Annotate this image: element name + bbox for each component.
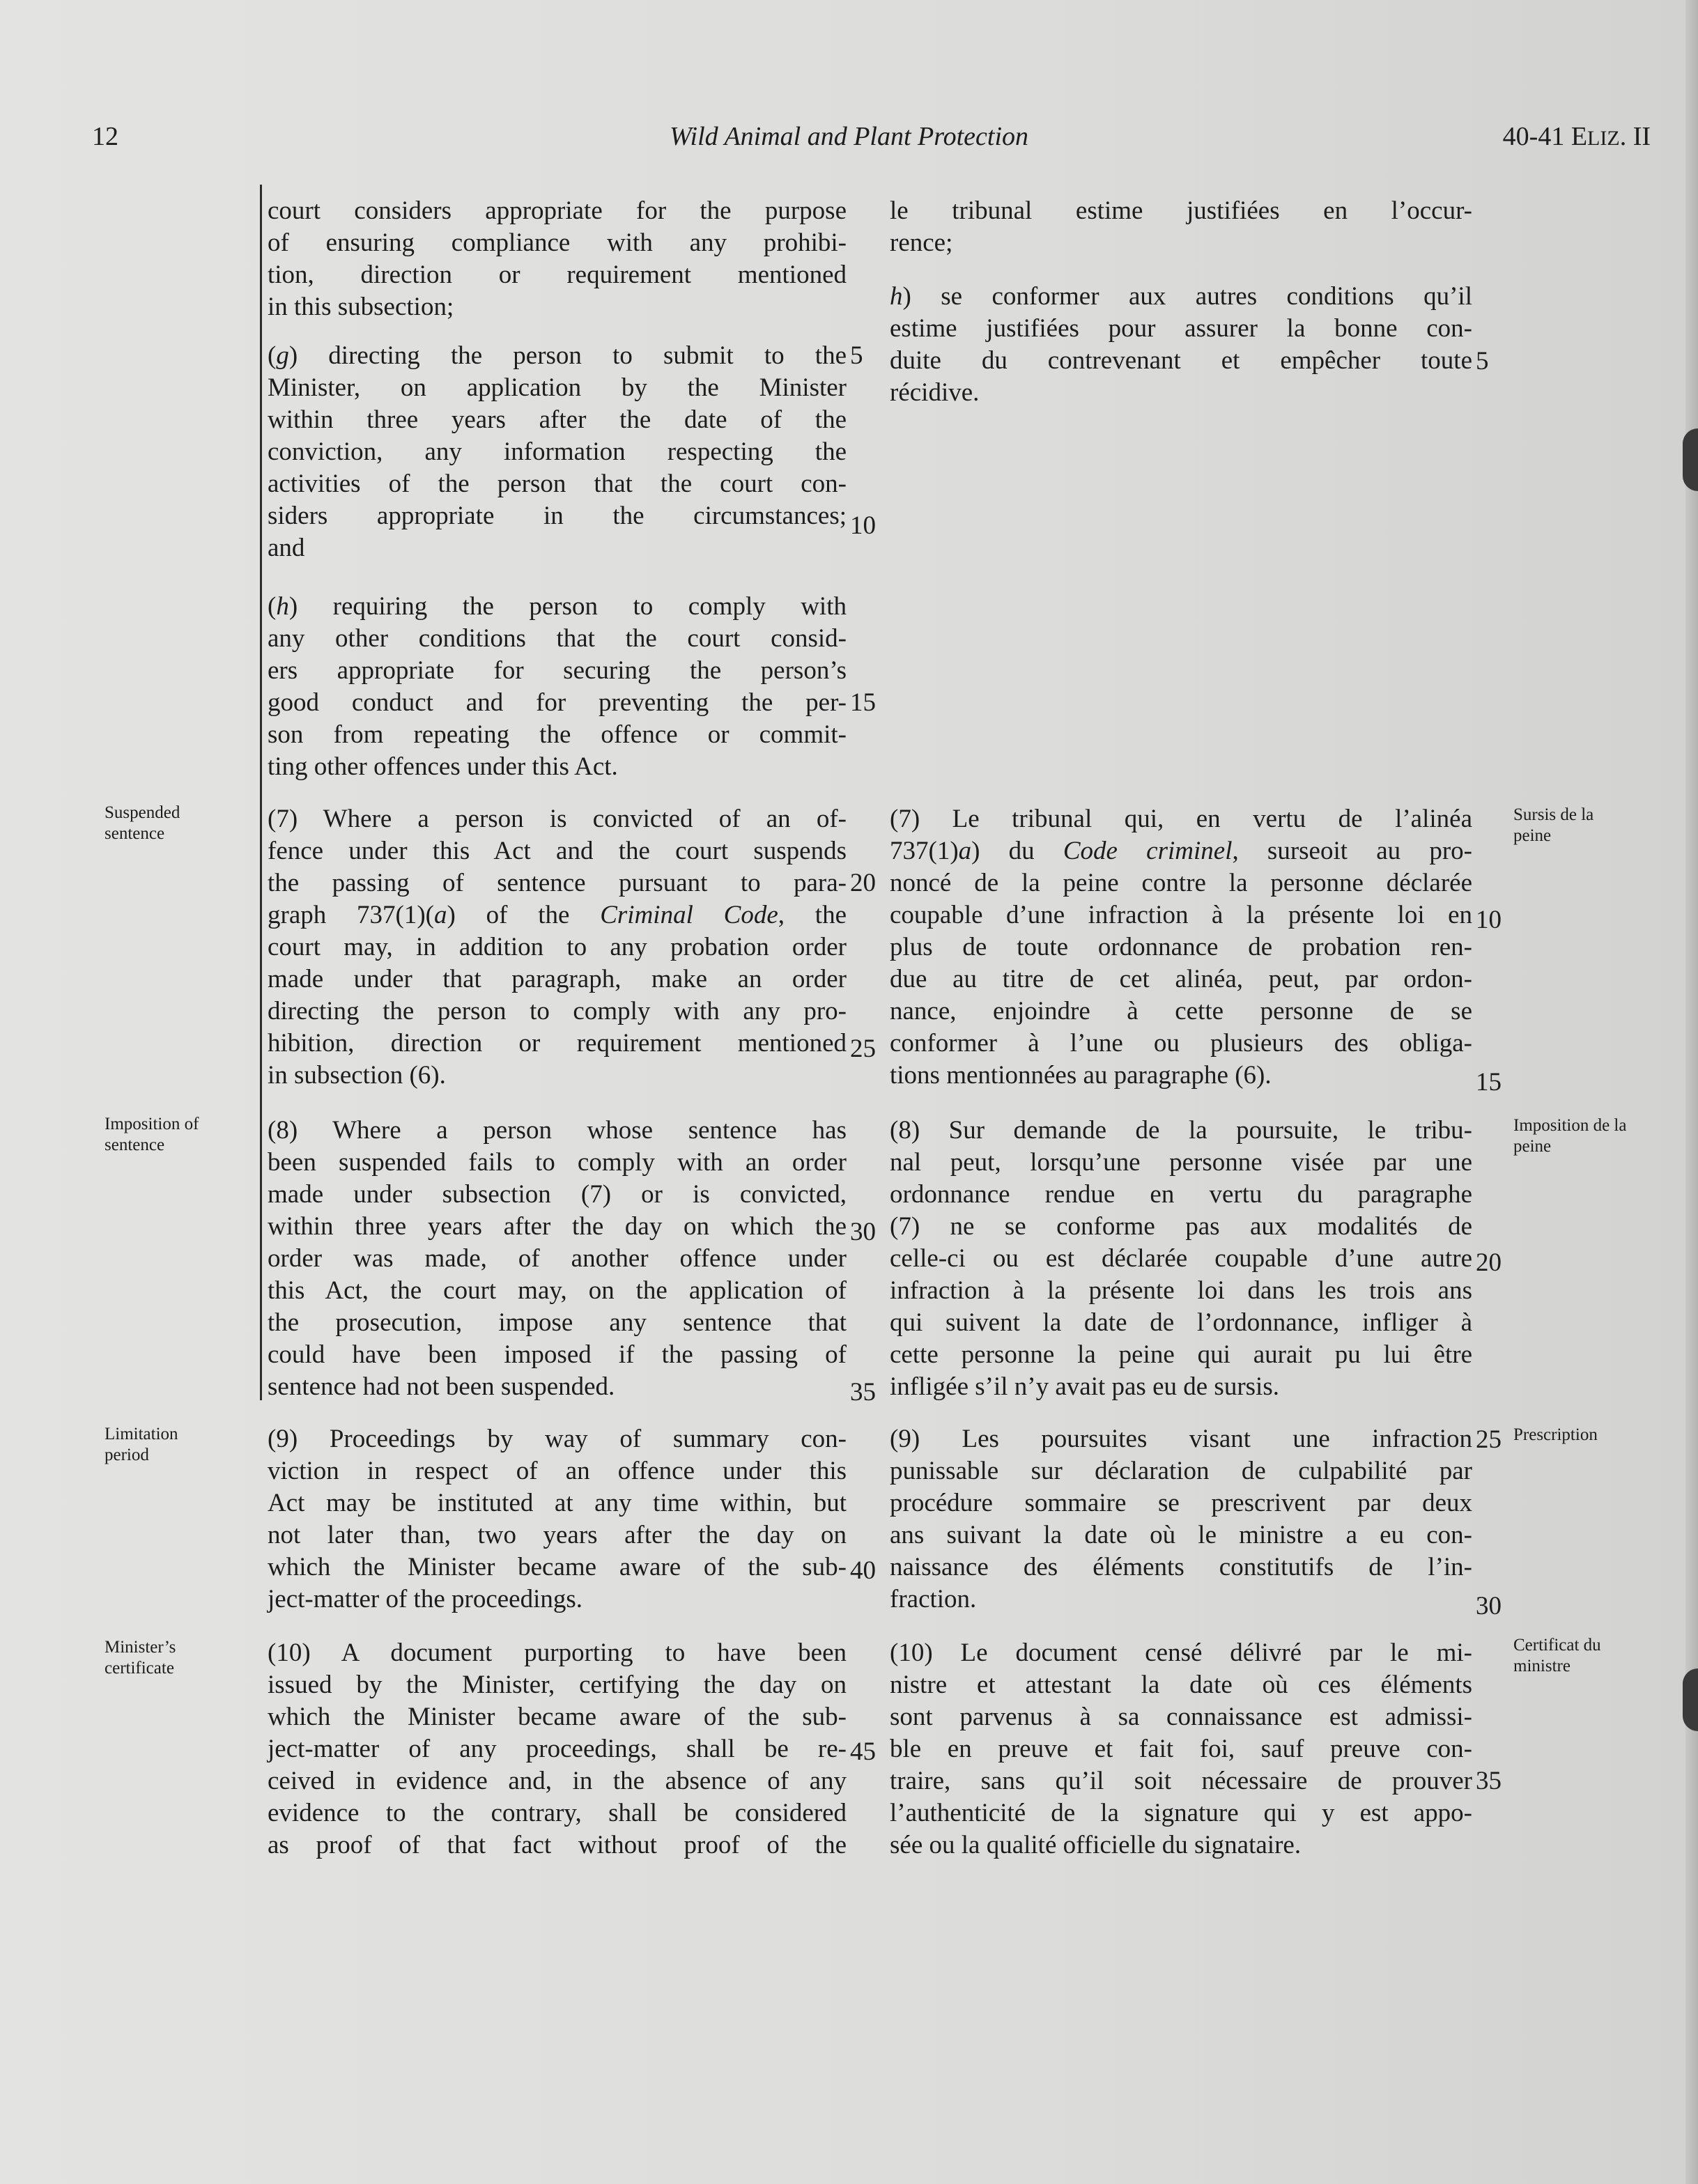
text-line: in subsection (6). [268,1061,446,1090]
line-number-en: 10 [850,511,876,540]
text-line: and [268,534,305,562]
text-line: (10) Le document censé délivré par le mi- [890,1639,1472,1667]
text-line: (h) requiring the person to comply with [268,592,847,621]
text-line: qui suivent la date de l’ordonnance, infliger à [890,1308,1472,1337]
italic-run: a [958,837,972,865]
binder-ring-bottom [1683,1668,1698,1731]
note-line: Imposition de la [1513,1116,1627,1135]
binder-ring-top [1683,428,1698,491]
note-line: certificate [105,1659,174,1678]
text-line: siders appropriate in the circumstances; [268,502,847,530]
text-line: this Act, the court may, on the application of [268,1276,847,1305]
fr-paragraph-g-continued [890,195,1472,259]
text-line: estime justifiées pour assurer la bonne con- [890,314,1472,343]
margin-note-limitation-period [105,1424,244,1466]
text-line: (7) Le tribunal qui, en vertu de l’alinéa [890,805,1472,833]
text-line: (7) ne se conforme pas aux modalités de [890,1212,1472,1241]
italic-run: h [276,592,289,621]
text-line: cette personne la peine qui aurait pu lui être [890,1340,1472,1369]
en-paragraph-g [268,340,847,564]
note-line: sentence [105,1136,165,1154]
text-line: hibition, direction or requirement mentioned [268,1029,847,1058]
en-paragraph-h [268,591,847,783]
note-line: ministre [1513,1657,1570,1675]
text-line: good conduct and for preventing the per- [268,688,847,717]
text-line: ject-matter of the proceedings. [268,1585,583,1613]
line-number-en: 45 [850,1737,876,1766]
note-line: Sursis de la [1513,805,1594,824]
line-number-fr: 10 [1476,906,1502,934]
fr-paragraph-h [890,281,1472,409]
page-number: 12 [92,122,118,151]
margin-note-sursis-de-la-peine [1513,805,1653,846]
text-line: (g) directing the person to submit to the [268,341,847,370]
regnal-small-caps: LIZ [1587,127,1620,150]
text-line: son from repeating the offence or commit- [268,720,847,749]
line-number-en: 15 [850,688,876,717]
text-line: nance, enjoindre à cette personne de se [890,997,1472,1025]
text-line: ting other offences under this Act. [268,752,618,781]
text-line: (9) Proceedings by way of summary con- [268,1425,847,1453]
text-line: l’authenticité de la signature qui y est appo- [890,1799,1472,1827]
text-line: nistre et attestant la date où ces éléments [890,1671,1472,1699]
note-line: Imposition of [105,1115,199,1133]
text-line: the passing of sentence pursuant to para- [268,869,847,897]
regnal-prefix: 40-41 E [1502,122,1588,151]
text-line: (10) A document purporting to have been [268,1639,847,1667]
text-line: (8) Where a person whose sentence has [268,1116,847,1145]
en-paragraph-g-continued [268,195,847,323]
line-number-en: 5 [850,341,863,370]
text-line: procédure sommaire se prescrivent par deux [890,1489,1472,1517]
text-line: fence under this Act and the court suspends [268,837,847,865]
running-title: Wild Animal and Plant Protection [669,122,1029,151]
text-line: which the Minister became aware of the sub- [268,1703,847,1731]
text-line: (9) Les poursuites visant une infraction [890,1425,1472,1453]
text-line: Act may be instituted at any time within, but [268,1489,847,1517]
line-number-en: 25 [850,1035,876,1063]
text-line: court considers appropriate for the purpose [268,196,847,225]
line-number-en: 30 [850,1218,876,1246]
text-line: could have been imposed if the passing of [268,1340,847,1369]
text-line: le tribunal estime justifiées en l’occur- [890,196,1472,225]
en-subsection-10 [268,1637,847,1861]
text-line: the prosecution, impose any sentence that [268,1308,847,1337]
text-line: ble en preuve et fait foi, sauf preuve con- [890,1735,1472,1763]
line-number-en: 35 [850,1378,876,1407]
fr-subsection-8 [890,1115,1472,1403]
text-line: directing the person to comply with any pro- [268,997,847,1025]
en-subsection-8 [268,1115,847,1403]
text-line: ans suivant la date où le ministre a eu con- [890,1521,1472,1549]
line-number-fr: 5 [1476,347,1489,375]
text-line: nal peut, lorsqu’une personne visée par une [890,1148,1472,1177]
line-number-fr: 35 [1476,1767,1502,1795]
text-line: sentence had not been suspended. [268,1372,615,1401]
note-line: peine [1513,1137,1552,1156]
text-line: traire, sans qu’il soit nécessaire de prouver [890,1767,1472,1795]
line-number-en: 20 [850,869,876,897]
text-line: order was made, of another offence under [268,1244,847,1273]
fr-subsection-9 [890,1423,1472,1616]
note-line: Prescription [1513,1425,1598,1444]
fr-subsection-7 [890,803,1472,1092]
text-line: rence; [890,229,953,257]
text-line: punissable sur déclaration de culpabilité par [890,1457,1472,1485]
text-line: sont parvenus à sa connaissance est admissi- [890,1703,1472,1731]
text-line: récidive. [890,378,980,407]
text-line: evidence to the contrary, shall be considered [268,1799,847,1827]
margin-note-imposition-of-sentence [105,1114,244,1156]
text-line: celle-ci ou est déclarée coupable d’une autre [890,1244,1472,1273]
line-number-en: 40 [850,1556,876,1585]
text-line: due au titre de cet alinéa, peut, par ordon- [890,965,1472,993]
text-line: ers appropriate for securing the person’s [268,656,847,685]
text-line: 737(1)a) du Code criminel, surseoit au pro- [890,837,1472,865]
margin-note-prescription [1513,1425,1653,1446]
text-line: plus de toute ordonnance de probation ren- [890,933,1472,961]
text-line: conviction, any information respecting the [268,437,847,466]
text-line: (7) Where a person is convicted of an of- [268,805,847,833]
margin-note-certificat-du-ministre [1513,1635,1653,1677]
italic-run: Criminal Code [600,901,778,929]
italic-run: g [276,341,289,370]
line-number-fr: 15 [1476,1068,1502,1097]
text-line: naissance des éléments constitutifs de l’in- [890,1553,1472,1581]
text-line: ceived in evidence and, in the absence of any [268,1767,847,1795]
text-line: tions mentionnées au paragraphe (6). [890,1061,1272,1090]
fr-subsection-10 [890,1637,1472,1861]
text-line: in this subsection; [268,293,454,321]
text-line: issued by the Minister, certifying the day on [268,1671,847,1699]
text-line: which the Minister became aware of the sub- [268,1553,847,1581]
note-line: Suspended [105,803,180,822]
line-number-fr: 20 [1476,1248,1502,1277]
note-line: Limitation [105,1425,178,1443]
note-line: Certificat du [1513,1636,1601,1655]
text-line: conformer à l’une ou plusieurs des obliga- [890,1029,1472,1058]
line-number-fr: 30 [1476,1592,1502,1620]
text-line: not later than, two years after the day on [268,1521,847,1549]
text-line: Minister, on application by the Minister [268,373,847,402]
text-line: duite du contrevenant et empêcher toute [890,346,1472,375]
italic-run: h [890,282,903,311]
margin-note-imposition-de-la-peine [1513,1115,1653,1157]
text-line: coupable d’une infraction à la présente loi en [890,901,1472,929]
text-line: within three years after the date of the [268,405,847,434]
text-line: been suspended fails to comply with an order [268,1148,847,1177]
text-line: activities of the person that the court con- [268,470,847,498]
text-line: sée ou la qualité officielle du signataire. [890,1831,1302,1859]
margin-note-suspended-sentence [105,803,244,844]
column-rule [260,185,262,1400]
line-number-fr: 25 [1476,1425,1502,1454]
text-line: court may, in addition to any probation order [268,933,847,961]
margin-note-ministers-certificate [105,1637,244,1679]
text-line: made under subsection (7) or is convicted, [268,1180,847,1209]
text-line: as proof of that fact without proof of the [268,1831,847,1859]
en-subsection-7 [268,803,847,1092]
text-line: viction in respect of an offence under this [268,1457,847,1485]
en-subsection-9 [268,1423,847,1616]
text-line: made under that paragraph, make an order [268,965,847,993]
note-line: period [105,1446,149,1464]
page-edge [1685,0,1698,2184]
text-line: infligée s’il n’y avait pas eu de sursis. [890,1372,1279,1401]
regnal-year [1503,120,1651,155]
note-line: peine [1513,826,1552,845]
text-line: fraction. [890,1585,977,1613]
text-line: (8) Sur demande de la poursuite, le tribu- [890,1116,1472,1145]
italic-run: a [434,901,447,929]
text-line: tion, direction or requirement mentioned [268,261,847,289]
note-line: sentence [105,824,165,843]
regnal-suffix: . II [1619,122,1651,151]
italic-run: Code criminel [1063,837,1233,865]
text-line: h) se conformer aux autres conditions qu’il [890,282,1472,311]
text-line: noncé de la peine contre la personne déclarée [890,869,1472,897]
text-line: of ensuring compliance with any prohibi- [268,229,847,257]
text-line: infraction à la présente loi dans les trois ans [890,1276,1472,1305]
text-line: any other conditions that the court consid- [268,624,847,653]
note-line: Minister’s [105,1638,176,1657]
text-line: ordonnance rendue en vertu du paragraphe [890,1180,1472,1209]
text-line: graph 737(1)(a) of the Criminal Code, the [268,901,847,929]
text-line: within three years after the day on which the [268,1212,847,1241]
text-line: ject-matter of any proceedings, shall be re- [268,1735,847,1763]
